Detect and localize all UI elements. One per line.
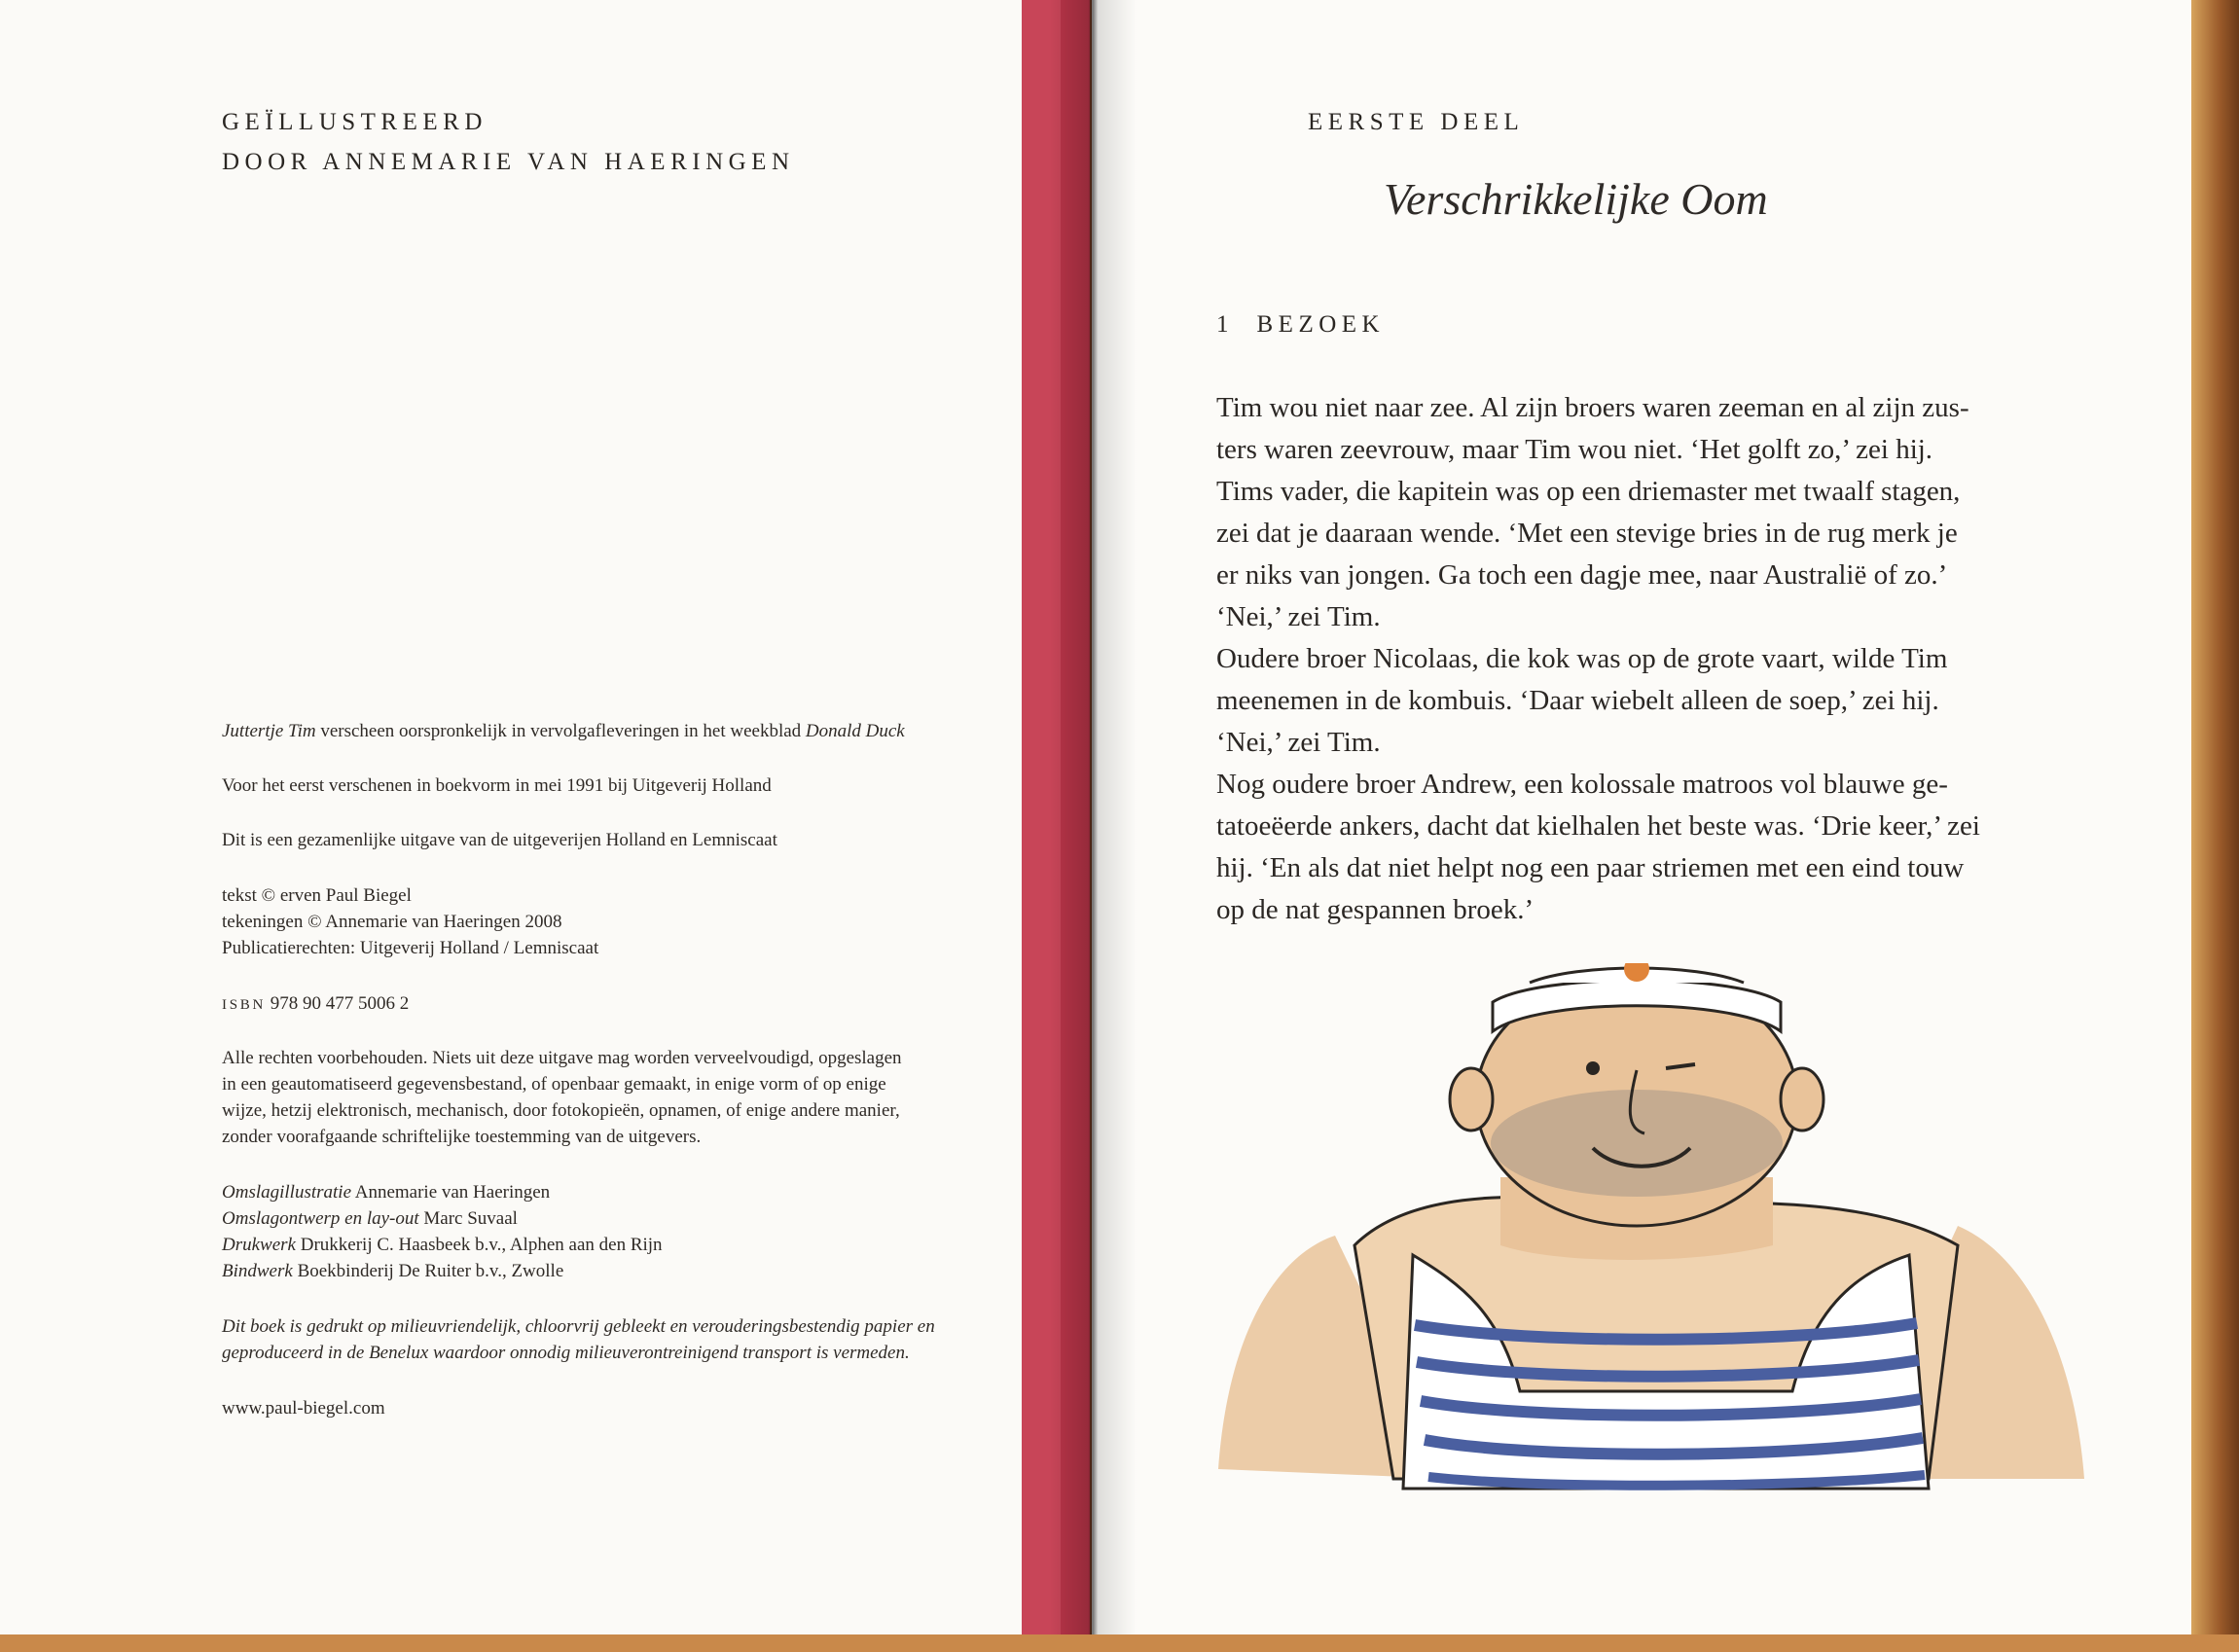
text-line: zei dat je daaraan wende. ‘Met een stevige bries in de rug merk je xyxy=(1216,518,1958,549)
part-title: Verschrikkelijke Oom xyxy=(1384,174,1768,224)
chapter-heading xyxy=(1216,311,1385,339)
paper-note-line: geproduceerd in de Benelux waardoor onnodig milieuverontreinigend transport is vermeden. xyxy=(222,1343,910,1363)
isbn-number: 978 90 477 5006 2 xyxy=(265,993,410,1014)
text-line: ‘Nei,’ zei Tim. xyxy=(1216,601,1381,632)
left-page xyxy=(0,0,1088,1634)
chapter-title: BEZOEK xyxy=(1256,311,1386,338)
production-credit: Bindwerk Boekbinderij De Ruiter b.v., Zwolle xyxy=(222,1261,564,1281)
credit-publishing-rights: Publicatierechten: Uitgeverij Holland / Lemniscaat xyxy=(222,938,599,958)
credit-illustrations: tekeningen © Annemarie van Haeringen 2008 xyxy=(222,912,562,932)
paper-note-line: Dit boek is gedrukt op milieuvriendelijk, chloorvrij gebleekt en verouderingsbestendig papier en xyxy=(222,1316,935,1337)
rights-line: in een geautomatiseerd gegevensbestand, of openbaar gemaakt, in enige vorm of op enige xyxy=(222,1074,886,1095)
sailor-illustration xyxy=(1209,963,2104,1508)
text-line: Tims vader, die kapitein was op een driemaster met twaalf stagen, xyxy=(1216,476,1961,507)
rights-line: zonder voorafgaande schriftelijke toestemming van de uitgevers. xyxy=(222,1127,702,1147)
text-line: Tim wou niet naar zee. Al zijn broers waren zeeman en al zijn zus- xyxy=(1216,392,1969,423)
production-credit: Omslagillustratie Annemarie van Haeringen xyxy=(222,1182,551,1203)
book-cover-edge-right xyxy=(2191,0,2239,1652)
text-line: Oudere broer Nicolaas, die kok was op de grote vaart, wilde Tim xyxy=(1216,643,1948,674)
credit-text: tekst © erven Paul Biegel xyxy=(222,885,412,906)
rights-line: Alle rechten voorbehouden. Niets uit deze uitgave mag worden verveelvoudigd, opgeslagen xyxy=(222,1048,902,1068)
illustrator-header-line2: DOOR ANNEMARIE VAN HAERINGEN xyxy=(222,149,795,175)
text-line: op de nat gespannen broek.’ xyxy=(1216,894,1535,925)
text-line: er niks van jongen. Ga toch een dagje mee, naar Australië of zo.’ xyxy=(1216,559,1948,591)
colophon-first-edition: Voor het eerst verschenen in boekvorm in mei 1991 bij Uitgeverij Holland xyxy=(222,775,772,796)
text-line: meenemen in de kombuis. ‘Daar wiebelt alleen de soep,’ zei hij. xyxy=(1216,685,1939,716)
text-line: hij. ‘En als dat niet helpt nog een paar striemen met een eind touw xyxy=(1216,852,1965,883)
right-page xyxy=(1092,0,2191,1644)
text-line: tatoeëerde ankers, dacht dat kielhalen het beste was. ‘Drie keer,’ zei xyxy=(1216,810,1980,842)
colophon-origin-line: Juttertje Tim verscheen oorspronkelijk in vervolgafleveringen in het weekblad Donald Duck xyxy=(222,721,905,741)
gutter-shadow xyxy=(1049,0,1137,1644)
text-line: ‘Nei,’ zei Tim. xyxy=(1216,727,1381,758)
isbn-label: ISBN xyxy=(222,997,266,1013)
colophon-joint-edition: Dit is een gezamenlijke uitgave van de uitgeverijen Holland en Lemniscaat xyxy=(222,830,777,850)
production-credit: Omslagontwerp en lay-out Marc Suvaal xyxy=(222,1208,518,1229)
part-label: EERSTE DEEL xyxy=(1308,109,1525,135)
book-bottom-edge xyxy=(0,1634,2239,1652)
isbn-line xyxy=(222,990,409,1019)
rights-line: wijze, hetzij elektronisch, mechanisch, door fotokopieën, opnamen, of enige andere manier, xyxy=(222,1100,900,1121)
magazine-title-italic: Donald Duck xyxy=(805,721,905,741)
text-line: Nog oudere broer Andrew, een kolossale matroos vol blauwe ge- xyxy=(1216,769,1948,800)
chapter-number: 1 xyxy=(1216,311,1234,338)
website-link[interactable]: www.paul-biegel.com xyxy=(222,1398,385,1419)
text-line: ters waren zeevrouw, maar Tim wou niet. ‘Het golft zo,’ zei hij. xyxy=(1216,434,1933,465)
illustrator-header-line1: GEÏLLUSTREERD xyxy=(222,109,488,135)
book-title-italic: Juttertje Tim xyxy=(222,721,316,741)
production-credit: Drukwerk Drukkerij C. Haasbeek b.v., Alphen aan den Rijn xyxy=(222,1235,663,1255)
